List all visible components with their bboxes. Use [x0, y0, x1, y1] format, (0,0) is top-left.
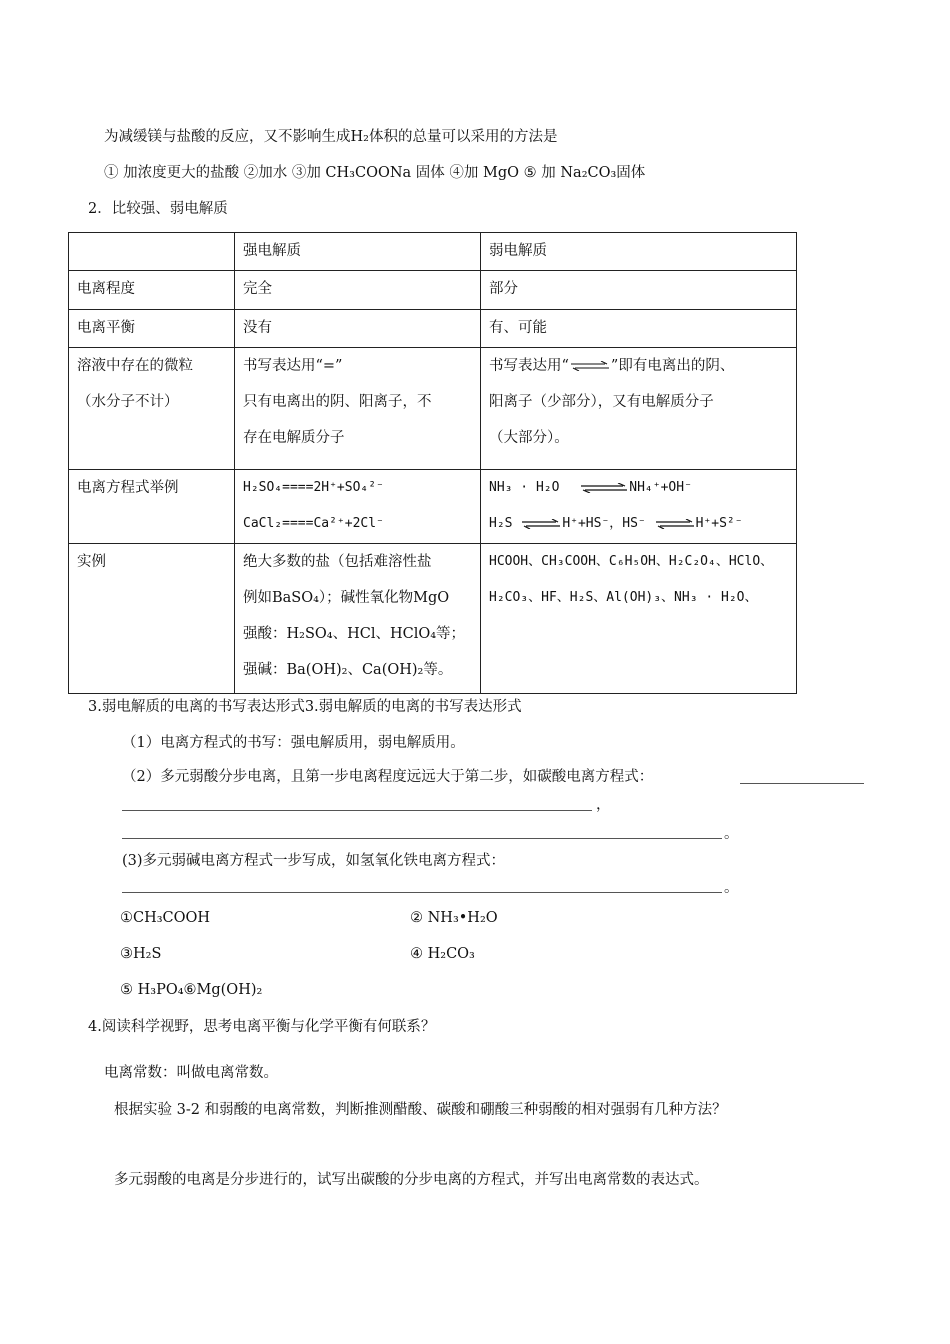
period-mark: 。 [724, 826, 739, 842]
answer-blank[interactable] [122, 838, 722, 839]
paragraph: 根据实验 3-2 和弱酸的电离常数，判断推测醋酸、碳酸和硼酸三种弱酸的相对强弱有几种方法？ [114, 1102, 727, 1118]
strong-cell [235, 348, 481, 470]
period-mark: 。 [724, 880, 739, 896]
example-1: ①CH₃COOH [120, 910, 211, 926]
table-header-row [69, 233, 797, 271]
cell-line: 强酸：H₂SO₄、HCl、HClO₄等； [243, 626, 466, 642]
example-2: ② NH₃•H₂O [410, 910, 498, 926]
electrolyte-comparison-table [68, 232, 797, 694]
table-header-cell: 弱电解质 [481, 233, 797, 271]
item-3: (3)多元弱碱电离方程式一步写成，如氢氧化铁电离方程式： [122, 853, 506, 869]
equilibrium-arrow-icon [581, 483, 627, 493]
cell-text: H₂S [489, 516, 513, 531]
table-row [69, 310, 797, 348]
answer-blank[interactable] [740, 783, 864, 784]
row-label: 实例 [69, 544, 235, 694]
cell-line: （大部分）。 [489, 430, 569, 446]
comma-mark: ， [596, 797, 611, 813]
cell-line: HCOOH、CH₃COOH、C₆H₅OH、H₂C₂O₄、HClO、 [489, 554, 774, 569]
cell-line: H₂SO₄====2H⁺+SO₄²⁻ [243, 480, 384, 495]
table-row [69, 544, 797, 694]
row-label-line: 溶液中存在的微粒 [77, 358, 193, 374]
section-4-title: 4.阅读科学视野，思考电离平衡与化学平衡有何联系？ [88, 1019, 436, 1035]
cell-line: 绝大多数的盐（包括难溶性盐 [243, 554, 432, 570]
item-1: （1）电离方程式的书写：强电解质用，弱电解质用。 [122, 735, 465, 751]
weak-cell: 有、可能 [481, 310, 797, 348]
question-line: 为减缓镁与盐酸的反应，又不影响生成H₂体积的总量可以采用的方法是 [104, 129, 558, 145]
strong-cell [235, 470, 481, 544]
equilibrium-arrow-icon [522, 519, 560, 529]
section-3-title: 3.弱电解质的电离的书写表达形式3.弱电解质的电离的书写表达形式 [88, 699, 522, 715]
cell-line: CaCl₂====Ca²⁺+2Cl⁻ [243, 516, 384, 531]
section-2-title: 2．比较强、弱电解质 [88, 201, 228, 217]
table-row [69, 470, 797, 544]
cell-line [489, 506, 788, 542]
paragraph: 多元弱酸的电离是分步进行的，试写出碳酸的分步电离的方程式，并写出电离常数的表达式。 [114, 1172, 709, 1188]
row-label: 电离方程式举例 [69, 470, 235, 544]
weak-cell: 部分 [481, 271, 797, 310]
strong-cell [235, 544, 481, 694]
cell-line: H₂CO₃、HF、H₂S、Al(OH)₃、NH₃ · H₂O、 [489, 590, 758, 605]
item-2: （2）多元弱酸分步电离，且第一步电离程度远远大于第二步，如碳酸电离方程式： [122, 769, 654, 785]
table-row [69, 271, 797, 310]
cell-text: H⁺+HS⁻，HS⁻ [562, 516, 646, 531]
table-header-cell: 强电解质 [235, 233, 481, 271]
cell-text: 书写表达用“ [489, 358, 569, 374]
paragraph: 电离常数：叫做电离常数。 [104, 1065, 278, 1081]
cell-line: 只有电离出的阴、阳离子，不 [243, 394, 432, 410]
example-4: ④ H₂CO₃ [410, 946, 475, 962]
options-line: ① 加浓度更大的盐酸 ②加水 ③加 CH₃COONa 固体 ④加 MgO ⑤ 加 Na₂CO₃固体 [104, 165, 646, 181]
table-header-cell [69, 233, 235, 271]
cell-text: H⁺+S²⁻ [695, 516, 743, 531]
row-label: 电离平衡 [69, 310, 235, 348]
cell-line: 阳离子（少部分），又有电解质分子 [489, 394, 714, 410]
cell-text: ”即有电离出的阴、 [610, 358, 735, 374]
row-label-line: （水分子不计） [77, 394, 179, 410]
answer-blank[interactable] [122, 810, 592, 811]
cell-line: 书写表达用“=” [243, 358, 343, 374]
cell-line: 强碱：Ba(OH)₂、Ca(OH)₂等。 [243, 662, 453, 678]
cell-line: 存在电解质分子 [243, 430, 345, 446]
strong-cell: 没有 [235, 310, 481, 348]
table-row [69, 348, 797, 470]
row-label [69, 348, 235, 470]
equilibrium-arrow-icon [656, 519, 694, 529]
example-5: ⑤ H₃PO₄⑥Mg(OH)₂ [120, 982, 263, 998]
cell-text: NH₄⁺+OH⁻ [629, 480, 692, 495]
cell-line [489, 470, 788, 506]
answer-blank[interactable] [122, 892, 722, 893]
weak-cell [481, 544, 797, 694]
weak-cell [481, 348, 797, 470]
example-3: ③H₂S [120, 946, 162, 962]
row-label: 电离程度 [69, 271, 235, 310]
cell-text: NH₃ · H₂O [489, 480, 560, 495]
cell-line [489, 348, 788, 384]
cell-line: 例如BaSO₄）；碱性氧化物MgO [243, 590, 450, 606]
strong-cell: 完全 [235, 271, 481, 310]
equilibrium-arrow-icon [571, 361, 609, 371]
weak-cell [481, 470, 797, 544]
